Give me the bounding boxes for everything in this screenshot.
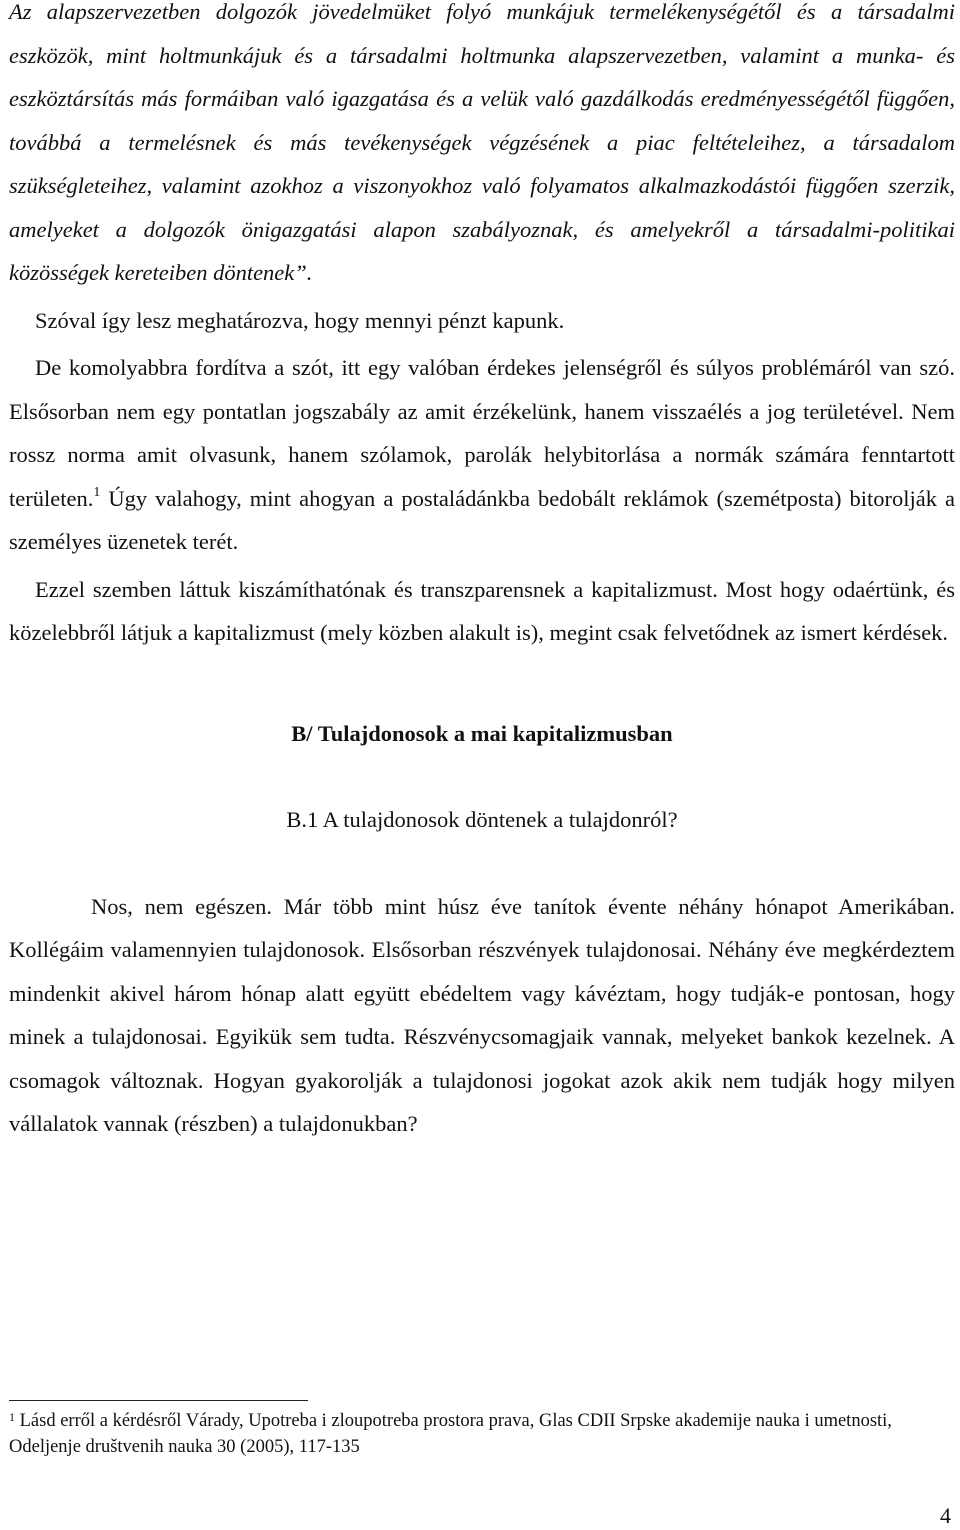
footnote (9, 1408, 955, 1460)
footnote-text: Lásd erről a kérdésről Várady, Upotreba i zloupotreba prostora prava, Glas CDII Srpske akademije nauka i umetnosti, Odeljenje društvenih nauka 30 (2005), 117-135 (9, 1411, 892, 1457)
page-number: 4 (940, 1503, 951, 1528)
section-heading: B/ Tulajdonosok a mai kapitalizmusban (291, 720, 673, 746)
paragraph-4: Ezzel szemben láttuk kiszámíthatónak és transzparensnek a kapitalizmust. Most hogy odaértünk, és közelebbről látjuk a kapitalizmust (mely közben alakult is), megint csak felvetődnek az ismert kérdések. (9, 576, 955, 645)
paragraph-3 (9, 346, 955, 564)
document-page (9, 0, 955, 1146)
paragraph-3-text: De komolyabbra fordítva a szót, itt egy valóban érdekes jelenségről és súlyos problémáról van szó. Elsősorban nem egy pontatlan jogszabály az amit érzékelünk, hanem visszaélés a jog területével. Nem rossz norma amit olvasunk, hanem szólamok, parolák helybitorlása a normák számára fenntartott területen. (9, 355, 955, 511)
quoted-paragraph: Az alapszervezetben dolgozók jövedelmüket folyó munkájuk termelékenységétől és a társadalmi eszközök, mint holtmunkájuk és a társadalmi holtmunka alapszervezetben, valamint a munka- és eszköztársítás más formáiban való igazgatása és a velük való gazdálkodás eredményességétől függően, továbbá a termelésnek és más tevékenységek végzésének a piac feltételeihez, a társadalom szükségleteihez, valamint azokhoz a viszonyokhoz való folyamatos alkalmazkodástói függően szerzik, amelyeket a dolgozók önigazgatási alapon szabályoznak, és amelyekről a társadalmi-politikai közösségek kereteiben döntenek”. (9, 0, 955, 285)
footnote-separator (9, 1400, 308, 1401)
paragraph-3-continuation: Úgy valahogy, mint ahogyan a postaládánkba bedobált reklámok (szemétposta) bitorolják a személyes üzenetek terét. (9, 485, 956, 554)
paragraph-5: Nos, nem egészen. Már több mint húsz éve tanítok évente néhány hónapot Amerikában. Kollégáim valamennyien tulajdonosok. Elsősorban részvények tulajdonosai. Néhány éve megkérdeztem mindenkit akivel három hónap alatt együtt ebédeltem vagy kávéztam, hogy tudják-e pontosan, hogy minek a tulajdonosai. Egyikük sem tudta. Részvénycsomagjaik vannak, melyeket bankok kezelnek. A csomagok változnak. Hogyan gyakorolják a tulajdonosi jogokat azok akik nem tudják hogy milyen vállalatok vannak (részben) a tulajdonukban? (9, 893, 955, 1136)
paragraph-2: Szóval így lesz meghatározva, hogy mennyi pénzt kapunk. (35, 307, 565, 333)
subsection-heading: B.1 A tulajdonosok döntenek a tulajdonról? (286, 806, 678, 832)
footnote-mark: 1 (9, 1410, 15, 1424)
footnote-reference[interactable]: 1 (93, 484, 101, 500)
